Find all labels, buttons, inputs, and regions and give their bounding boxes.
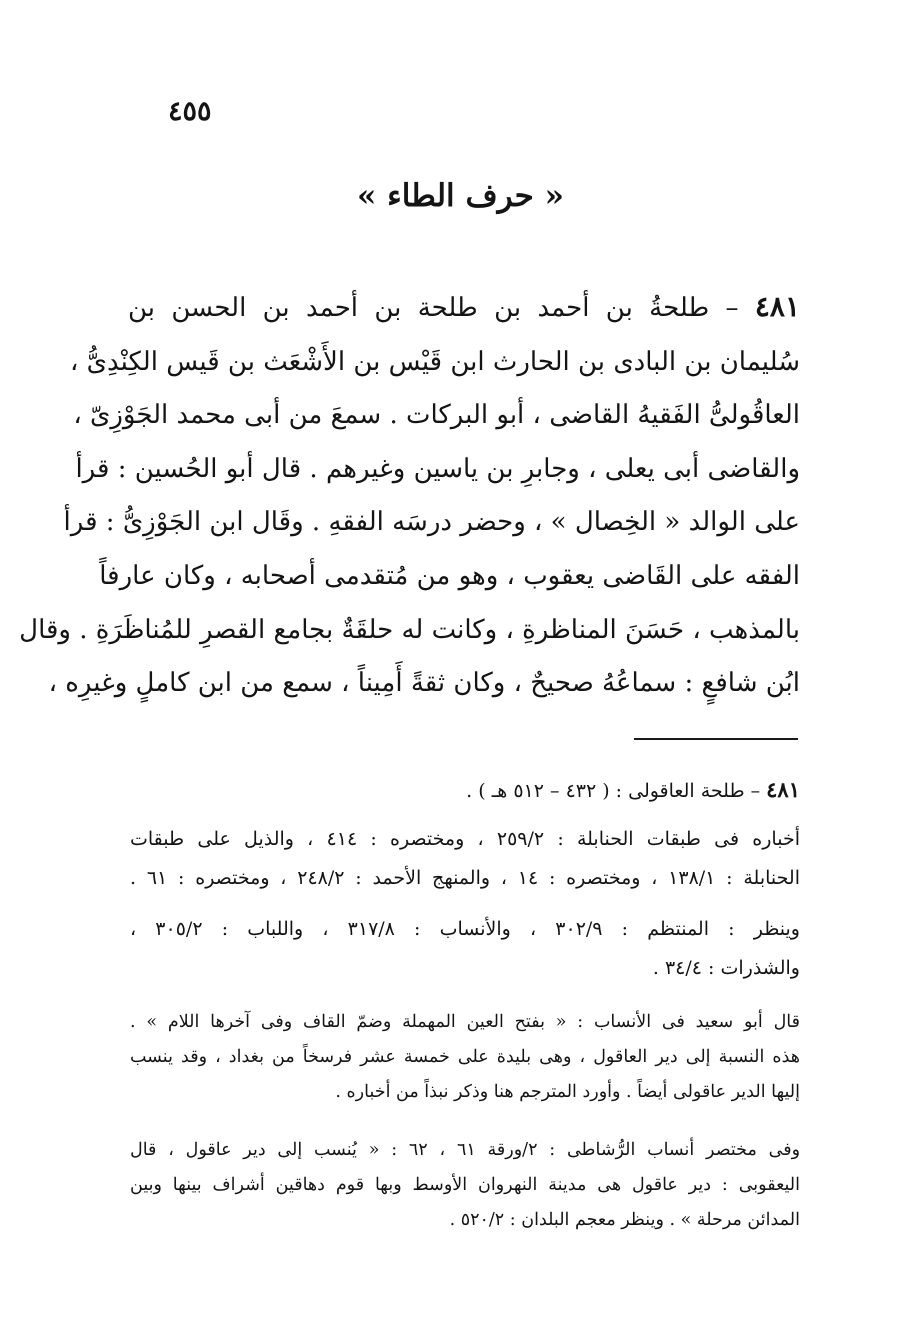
page-number: ٤٥٥	[168, 96, 212, 127]
footnote-heading-text: – طلحة العاقولى : ( ٤٣٢ – ٥١٢ هـ ) .	[466, 780, 761, 802]
footnote-references	[130, 910, 800, 988]
entry-line: سُليمان بن البادى بن الحارث ابن قَيْس بن الأَشْعَث بن قَيس الكِنْدِىُّ ،	[69, 346, 800, 377]
entry-line: ابُن شافعٍ : سماعُهُ صحيحٌ ، وكان ثقةً أَمِيناً ، سمع من ابن كاملٍ وغيرِه ،	[48, 668, 800, 699]
footnote-line: وفى مختصر أنساب الرُّشاطى : ٢/ورقة ٦١ ، ٦٢ : « يُنسب إلى دير عاقول ، قال	[130, 1140, 801, 1160]
footnote-line: وينظر : المنتظم : ٣٠٢/٩ ، والأنساب : ٣١٧/٨ ، واللباب : ٣٠٥/٢ ،	[130, 918, 800, 940]
footnote-divider	[634, 738, 798, 740]
footnote-rushati	[130, 1133, 800, 1238]
footnote-line: الحنابلة : ١٣٨/١ ، ومختصره : ١٤ ، والمنهج الأحمد : ٢٤٨/٢ ، ومختصره : ٦١ .	[130, 867, 800, 889]
footnote-sources	[130, 820, 800, 898]
entry-line: العاقُولىُّ الفَقيهُ القاضى ، أبو البركات . سمعَ من أبى محمد الجَوْزِىّ ،	[73, 400, 800, 431]
footnote-line: قال أبو سعيد فى الأنساب : « بفتح العين المهملة وضمّ القاف وفى آخرها اللام » .	[130, 1012, 800, 1032]
footnote-nisba	[130, 1005, 800, 1110]
footnote-line: هذه النسبة إلى دير العاقول ، وهى بليدة على خمسة عشر فرسخاً من بغداد ، وقد ينسب	[130, 1047, 800, 1067]
entry-line: والقاضى أبى يعلى ، وجابرِ بن ياسين وغيرهم . قال أبو الحُسين : قرأ	[75, 453, 800, 484]
footnote-number: ٤٨١	[766, 777, 800, 802]
chapter-title: « حرف الطاء »	[356, 178, 565, 214]
entry-line: بالمذهب ، حَسَنَ المناظرةِ ، وكانت له حلقَةٌ بجامع القصرِ للمُناظَرَةِ . وقال	[19, 614, 800, 645]
footnote-line: اليعقوبى : دير عاقول هى مدينة النهروان الأوسط وبها قوم دهاقين أشراف بينها وبين	[130, 1175, 800, 1195]
footnote-line: أخباره فى طبقات الحنابلة : ٢٥٩/٢ ، ومختصره : ٤١٤ ، والذيل على طبقات	[130, 828, 800, 850]
entry-number: ٤٨١	[754, 290, 801, 323]
entry-line: الفقه على القَاضى يعقوب ، وهو من مُتقدمى أصحابه ، وكان عارفاً	[99, 560, 800, 591]
footnote-line: والشذرات : ٣٤/٤ .	[652, 957, 800, 979]
footnote-line: المدائن مرحلة » . وينظر معجم البلدان : ٥٢٠/٢ .	[449, 1210, 800, 1230]
biography-entry	[19, 280, 801, 711]
footnote-line: إليها الدير عاقولى أيضاً . وأورد المترجم هنا وذكر نبذاً من أخباره .	[335, 1082, 800, 1102]
entry-line: على الوالد « الخِصال » ، وحضر درسَه الفقهِ . وقَال ابن الجَوْزِىُّ : قرأ	[63, 507, 800, 538]
entry-line: ٤٨١ – طلحةُ بن أحمد بن طلحة بن أحمد بن الحسن بن	[128, 290, 801, 323]
footnote-heading	[130, 770, 800, 811]
